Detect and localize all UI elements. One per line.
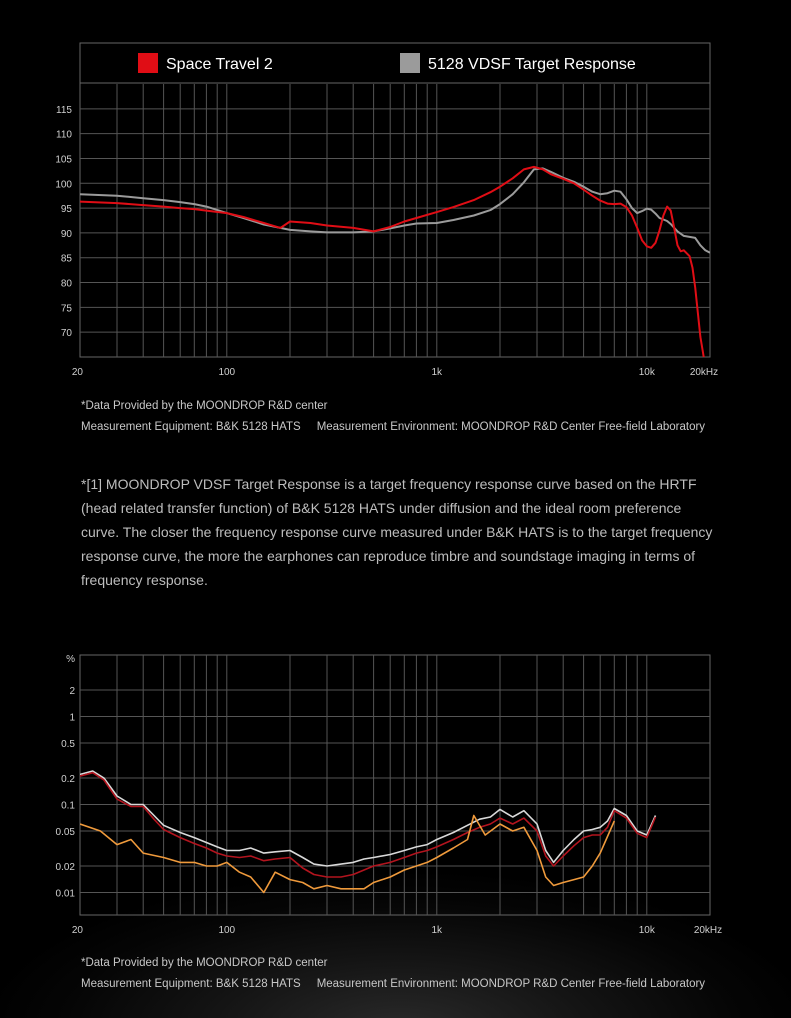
thd-x-tick-label: 20 [71,925,83,936]
thd-y-tick-label: 0.2 [61,774,75,785]
fr-y-tick-label: 110 [56,129,72,141]
thd-x-tick-label: 100 [218,925,236,936]
frequency-response-chart [0,38,791,383]
thd-frame [80,655,710,915]
thd-y-tick-label: 0.5 [61,738,75,750]
legend-label-space-travel-2: Space Travel 2 [166,56,273,73]
fr-y-tick-label: 80 [60,278,72,290]
fr-y-tick-label: 105 [55,154,72,166]
thd-x-tick-label: 1k [431,925,443,936]
thd-series-lines [80,771,656,893]
vdsf-footnote: *[1] MOONDROP VDSF Target Response is a target frequency response curve based on the HRTF (head related transfer function) of B&K 5128 HATS under diffusion and the ideal room preference curve. The closer the frequency response curve measured under B&K HATS is to the target frequency response curve, the more the earphones can reproduce timbre and soundstage imaging in terms of frequency response. [81,476,713,588]
fr-y-tick-label: 100 [55,179,72,191]
legend-label-target-response: 5128 VDSF Target Response [428,56,636,73]
thd-y-tick-label: 0.1 [61,800,75,812]
fr-y-tick-label: 70 [60,328,72,340]
thd-data-source-note: *Data Provided by the MOONDROP R&D center [81,957,328,969]
fr-y-tick-label: 85 [60,253,72,265]
thd-x-tick-label: 20kHz [693,925,723,936]
fr-equipment-note: Measurement Equipment: B&K 5128 HATS [81,421,301,433]
fr-y-tick-labels [55,105,72,339]
thd-y-tick-labels [56,686,76,899]
fr-measurement-note [81,417,705,438]
fr-y-tick-label: 95 [60,204,72,216]
thd-series-line-red [80,773,656,877]
thd-y-tick-label: 0.02 [55,862,75,873]
fr-environment-note: Measurement Environment: MOONDROP R&D Center Free-field Laboratory [316,421,706,433]
distortion-chart [0,650,791,945]
thd-series-line-light [80,771,656,866]
thd-y-tick-label: 1 [69,712,75,724]
thd-series-line-orange [80,816,614,893]
thd-equipment-note: Measurement Equipment: B&K 5128 HATS [81,978,301,990]
thd-environment-note: Measurement Environment: MOONDROP R&D Center Free-field Laboratory [316,978,706,990]
fr-x-tick-label: 20 [71,367,83,378]
thd-x-tick-labels [72,925,722,936]
legend-swatch-space-travel-2 [138,53,158,73]
fr-y-tick-label: 115 [56,104,72,116]
fr-y-tick-label: 90 [60,228,72,240]
thd-y-tick-label: 0.01 [55,888,75,900]
fr-x-tick-labels [72,367,718,378]
legend-swatch-target-response [400,53,420,73]
thd-measurement-note [81,974,705,995]
thd-y-tick-label: 2 [69,686,75,697]
thd-y-unit-label: % [66,654,75,665]
fr-x-tick-label: 100 [218,367,236,378]
thd-grid [80,655,710,915]
fr-x-tick-label: 20kHz [689,367,719,378]
fr-frame [80,43,710,357]
thd-y-tick-label: 0.05 [55,826,75,838]
fr-y-tick-label: 75 [60,303,72,315]
fr-x-tick-label: 10k [638,367,655,378]
thd-x-tick-label: 10k [638,925,655,936]
fr-data-source-note: *Data Provided by the MOONDROP R&D center [81,400,328,412]
fr-x-tick-label: 1k [431,367,443,378]
